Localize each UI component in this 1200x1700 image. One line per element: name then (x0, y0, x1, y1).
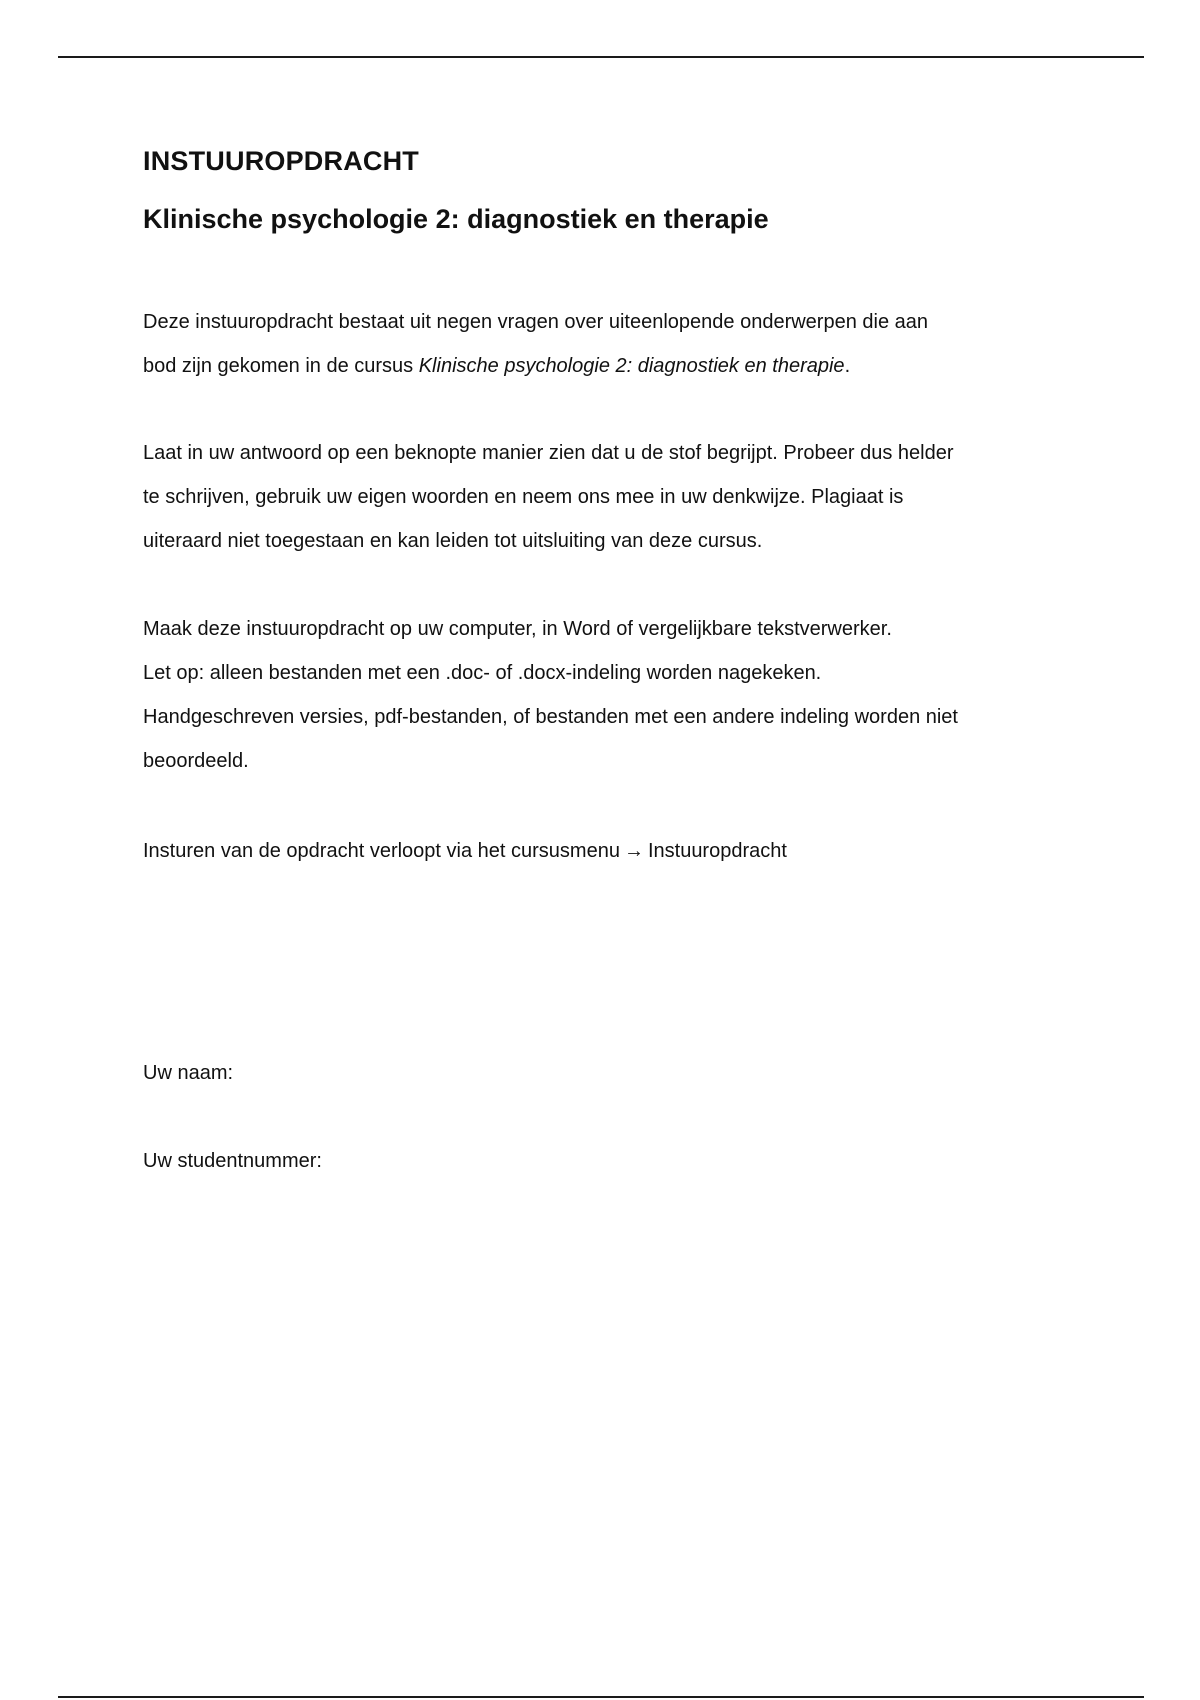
student-number-field-label: Uw studentnummer: (143, 1150, 322, 1172)
document-title: INSTUUROPDRACHT (143, 146, 419, 176)
submission-paragraph (143, 829, 1063, 873)
format-line-3: Handgeschreven versies, pdf-bestanden, of bestanden met een andere indeling worden niet (143, 706, 958, 728)
name-field-label: Uw naam: (143, 1062, 234, 1084)
intro-line-2 (143, 344, 1063, 388)
format-paragraph (143, 607, 1063, 783)
format-line-2: Let op: alleen bestanden met een .doc- of .docx-indeling worden nagekeken. (143, 662, 822, 684)
footer-rule (58, 1696, 1144, 1698)
submission-target: Instuuropdracht (647, 840, 787, 862)
submission-line (143, 829, 1063, 873)
course-name-italic: Klinische psychologie 2: diagnostiek en therapie (418, 355, 845, 377)
intro-line-2-suffix: . (844, 355, 851, 377)
header-rule (58, 56, 1144, 58)
intro-paragraph (143, 300, 1063, 388)
intro-line-2-prefix: bod zijn gekomen in de cursus (143, 355, 419, 377)
instructions-line-1: Laat in uw antwoord op een beknopte manier zien dat u de stof begrijpt. Probeer dus helder (143, 442, 954, 464)
format-line-1: Maak deze instuuropdracht op uw computer, in Word of vergelijkbare tekstverwerker. (143, 618, 892, 640)
format-line-4: beoordeeld. (143, 750, 249, 772)
arrow-right-icon: → (623, 840, 644, 862)
document-subtitle: Klinische psychologie 2: diagnostiek en therapie (143, 204, 769, 234)
submission-prefix: Insturen van de opdracht verloopt via het cursusmenu (143, 840, 620, 862)
instructions-line-3: uiteraard niet toegestaan en kan leiden tot uitsluiting van deze cursus. (143, 530, 763, 552)
instructions-line-2: te schrijven, gebruik uw eigen woorden en neem ons mee in uw denkwijze. Plagiaat is (143, 486, 904, 508)
intro-line-1: Deze instuuropdracht bestaat uit negen vragen over uiteenlopende onderwerpen die aan (143, 311, 928, 333)
instructions-paragraph (143, 431, 1063, 563)
